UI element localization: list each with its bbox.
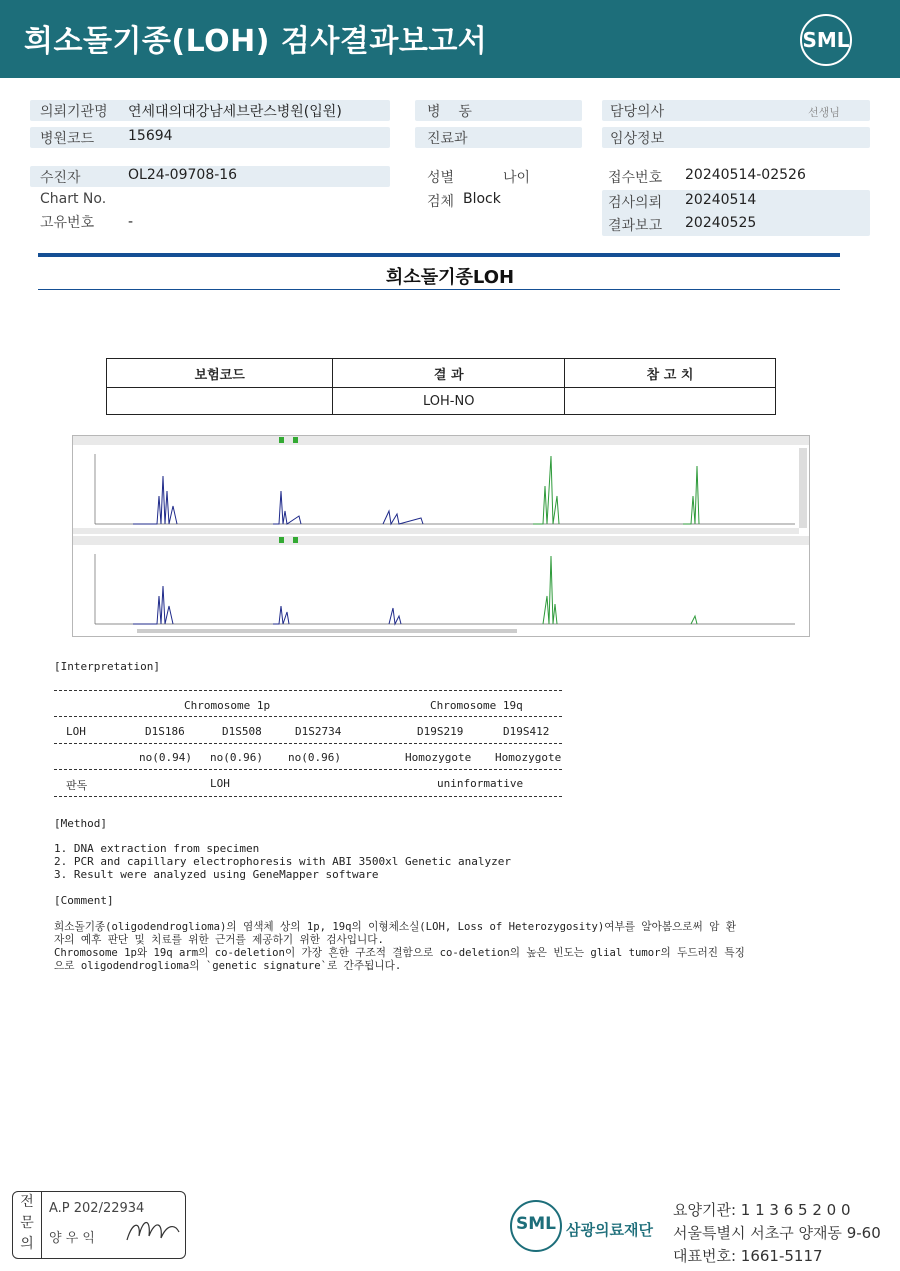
marker-value: Homozygote [405,751,472,764]
marker: D1S2734 [295,725,342,738]
ward-label: 병 동 [427,104,472,120]
marker: D19S412 [503,725,550,738]
uid-label: 고유번호 [40,215,95,231]
method-line: 3. Result were analyzed using GeneMapper software [54,868,379,881]
marker: D1S186 [145,725,185,738]
sex-label: 성별 [427,170,455,186]
marker: D1S508 [222,725,262,738]
doctor-suffix: 선생님 [808,106,840,119]
sml-logo-icon: SML [800,14,852,66]
method-heading: [Method] [54,817,107,830]
hospital-code-label: 병원코드 [40,131,95,147]
table-cell: LOH-NO [333,388,565,415]
method-line: 1. DNA extraction from specimen [54,842,260,855]
section-rule [38,289,840,290]
marker-value: no(0.94) [139,751,192,764]
verdict-1p: LOH [210,777,230,790]
doctor-label: 담당의사 [610,104,665,120]
electropherogram-graphic [73,436,809,636]
table-header: 결 과 [333,359,565,388]
sml-footer-logo-icon: SML [510,1200,562,1252]
specimen-label: 검체 [427,194,455,210]
comment-line: 으로 oligodendroglioma의 `genetic signature`로 간주됩니다. [54,960,402,972]
loh-row-label: LOH [66,725,86,738]
org-name: 삼광의료재단 [566,1221,653,1239]
chrom-19q-label: Chromosome 19q [430,699,523,712]
receipt-label: 접수번호 [608,170,663,186]
chart-label: Chart No. [40,191,107,207]
divider [54,690,562,691]
marker: D19S219 [417,725,464,738]
request-label: 검사의뢰 [608,195,663,211]
uid-value: - [128,214,134,230]
marker-value: Homozygote [495,751,562,764]
verdict-label: 판독 [66,779,88,792]
interpretation-heading: [Interpretation] [54,660,160,673]
clinical-label: 임상정보 [610,131,665,147]
comment-line: Chromosome 1p와 19q arm의 co-deletion이 가장 흔한 구조적 결함으로 co-deletion의 높은 빈도는 glial tumor의 두드러진 특징 [54,947,745,959]
specimen-value: Block [463,191,501,207]
marker-value: no(0.96) [288,751,341,764]
electropherogram-image [72,435,810,637]
table-header: 참 고 치 [565,359,776,388]
stamp-name: 양 우 익 [49,1231,95,1246]
dept-label: 진료과 [427,131,468,147]
comment-line: 자의 예후 판단 및 치료를 위한 근거를 제공하기 위한 검사입니다. [54,934,384,946]
care-code: 요양기관: 1 1 3 6 5 2 0 0 [673,1201,851,1219]
patient-label: 수진자 [40,170,81,186]
divider [54,716,562,717]
phone: 대표번호: 1661-5117 [673,1247,823,1265]
section-title: 희소돌기종LOH [385,267,515,288]
stamp-license: A.P 202/22934 [49,1201,145,1216]
method-line: 2. PCR and capillary electrophoresis with ABI 3500xl Genetic analyzer [54,855,511,868]
institution-value: 연세대의대강남세브란스병원(입원) [128,104,342,120]
result-table [106,358,776,415]
divider [54,796,562,797]
comment-heading: [Comment] [54,894,114,907]
divider [54,769,562,770]
receipt-value: 20240514-02526 [685,167,806,183]
comment-line: 희소돌기종(oligodendroglioma)의 염색체 상의 1p, 19q의 이형체소실(LOH, Loss of Heterozygosity)여부를 알아봄으로써 암 환 [54,921,736,933]
verdict-19q: uninformative [437,777,524,790]
address: 서울특별시 서초구 양재동 9-60 [673,1224,881,1242]
chrom-1p-label: Chromosome 1p [184,699,271,712]
report-label: 결과보고 [608,218,663,234]
section-rule [38,253,840,257]
request-value: 20240514 [685,192,757,208]
age-label: 나이 [503,170,531,186]
report-header [0,0,900,78]
hospital-code-value: 15694 [128,128,173,144]
stamp-side: 전 문 의 [13,1192,42,1258]
table-cell [107,388,333,415]
patient-value: OL24-09708-16 [128,167,238,183]
marker-value: no(0.96) [210,751,263,764]
pathologist-stamp [12,1191,186,1259]
table-header: 보험코드 [107,359,333,388]
report-value: 20240525 [685,215,757,231]
report-title: 희소돌기종(LOH) 검사결과보고서 [24,24,488,59]
signature-icon [123,1210,183,1250]
institution-label: 의뢰기관명 [40,104,108,120]
table-cell [565,388,776,415]
divider [54,743,562,744]
